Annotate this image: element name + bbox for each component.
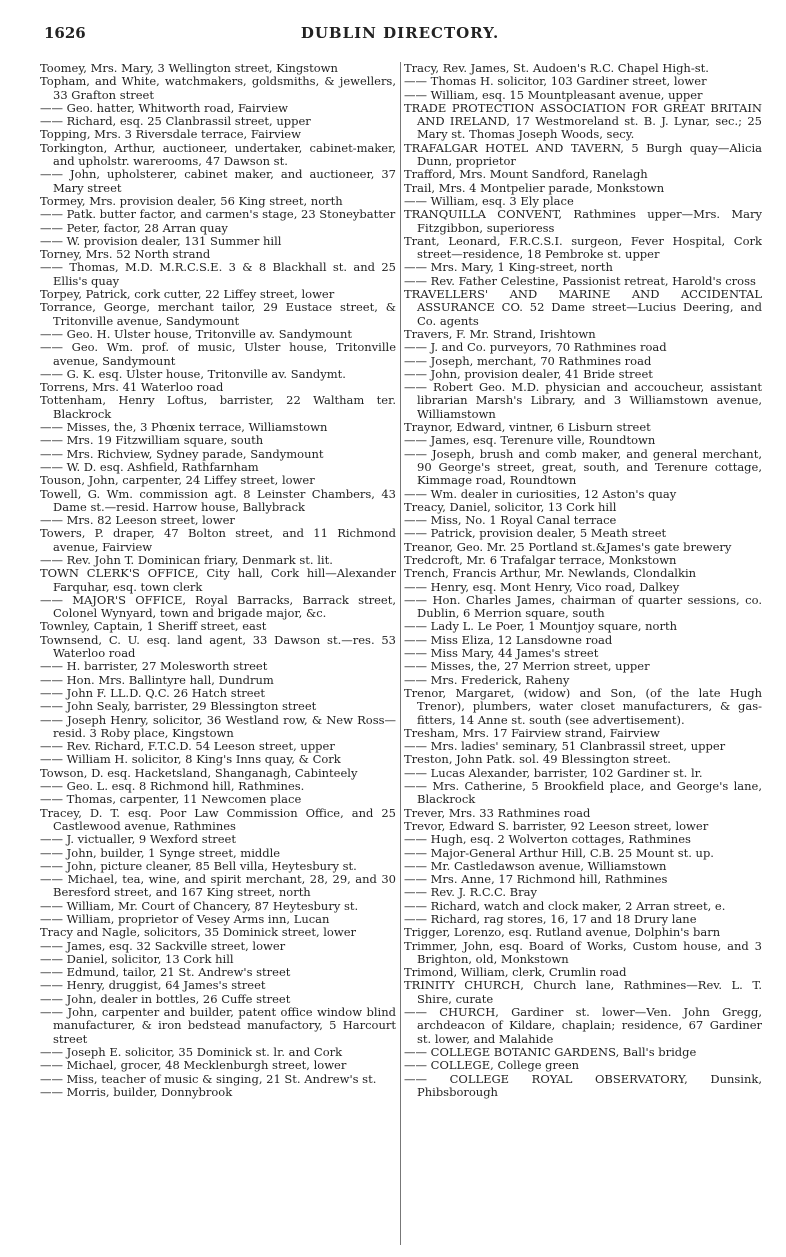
directory-entry: —— Joseph E. solicitor, 35 Dominick st. lr. and Cork — [40, 1044, 343, 1059]
directory-entry: —— G. K. esq. Ulster house, Tritonville av. Sandymt. — [40, 366, 346, 381]
directory-entry: —— William, esq. 15 Mountpleasant avenue, upper — [404, 87, 703, 102]
directory-entry: —— John, upholsterer, cabinet maker, and auctioneer, 37 Mary street — [40, 167, 396, 195]
directory-entry: Touson, John, carpenter, 24 Liffey street, lower — [40, 473, 315, 488]
directory-entry: —— J. and Co. purveyors, 70 Rathmines road — [404, 340, 667, 355]
directory-entry: —— Joseph, brush and comb maker, and general merchant, 90 George's street, great, south, and Terenure cottage, Kimmage road, Roundtown — [404, 446, 762, 488]
directory-entry: —— Mrs. 82 Leeson street, lower — [40, 513, 235, 528]
directory-entry: —— COLLEGE, College green — [404, 1058, 580, 1073]
directory-entry: —— Thomas, M.D. M.R.C.S.E. 3 & 8 Blackhall st. and 25 Ellis's quay — [40, 260, 396, 288]
page-title: DUBLIN DIRECTORY. — [300, 24, 500, 42]
directory-entry: Townley, Captain, 1 Sheriff street, east — [40, 619, 267, 634]
directory-entry: Toomey, Mrs. Mary, 3 Wellington street, Kingstown — [40, 62, 338, 75]
directory-entry: Tormey, Mrs. provision dealer, 56 King street, north — [40, 193, 343, 208]
directory-entry: —— John, dealer in bottles, 26 Cuffe street — [40, 991, 291, 1006]
directory-entry: —— COLLEGE ROYAL OBSERVATORY, Dunsink, Phibsborough — [404, 1071, 762, 1099]
directory-entry: Tottenham, Henry Loftus, barrister, 22 Waltham ter. Blackrock — [40, 393, 396, 421]
directory-entry: Topham, and White, watchmakers, goldsmiths, & jewellers, 33 Grafton street — [40, 74, 396, 102]
directory-entry: —— William, proprietor of Vesey Arms inn, Lucan — [40, 912, 330, 926]
directory-entry: Trail, Mrs. 4 Montpelier parade, Monkstown — [404, 180, 665, 195]
directory-entry: —— Mrs. Richview, Sydney parade, Sandymount — [40, 446, 324, 461]
directory-entry: —— Geo. L. esq. 8 Richmond hill, Rathmines. — [40, 779, 305, 794]
directory-entry: Tracey, D. T. esq. Poor Law Commission Office, and 25 Castlewood avenue, Rathmines — [40, 805, 396, 833]
directory-entry: TRADE PROTECTION ASSOCIATION FOR GREAT BRITAIN AND IRELAND, 17 Westmoreland st. B. J. Lynar, sec.; 25 Mary st. Thomas Joseph Woods, secy. — [404, 100, 762, 142]
directory-entry: —— Rev. J. R.C.C. Bray — [404, 885, 537, 900]
directory-entry: —— Henry, esq. Mont Henry, Vico road, Dalkey — [404, 579, 680, 594]
directory-entry: Towers, P. draper, 47 Bolton street, and 11 Richmond avenue, Fairview — [40, 526, 396, 554]
directory-entry: —— William, Mr. Court of Chancery, 87 Heytesbury st. — [40, 898, 359, 913]
directory-entry: —— Edmund, tailor, 21 St. Andrew's street — [40, 965, 291, 980]
directory-entry: Topping, Mrs. 3 Riversdale terrace, Fairview — [40, 127, 301, 142]
directory-entry: —— Mrs. 19 Fitzwilliam square, south — [40, 433, 264, 448]
directory-entry: Torkington, Arthur, auctioneer, undertaker, cabinet-maker, and upholstr. warerooms, 47 Dawson st. — [40, 140, 396, 169]
directory-entry: —— John, carpenter and builder, patent office window blind manufacturer, & iron bedstead manufactory, 5 Harcourt street — [40, 1005, 396, 1046]
directory-entry: —— Lady L. Le Poer, 1 Mountjoy square, north — [404, 619, 677, 634]
directory-entry: TRANQUILLA CONVENT, Rathmines upper—Mrs. Mary Fitzgibbon, superioress — [404, 207, 762, 235]
directory-entry: —— Misses, the, 27 Merrion street, upper — [404, 659, 650, 674]
directory-entry: —— Mrs. Frederick, Raheny — [404, 672, 570, 687]
directory-entry: —— H. barrister, 27 Molesworth street — [40, 659, 268, 674]
directory-entry: Trench, Francis Arthur, Mr. Newlands, Clondalkin — [404, 566, 697, 581]
directory-entry: —— W. D. esq. Ashfield, Rathfarnham — [40, 459, 259, 474]
directory-entry: —— Hon. Charles James, chairman of quarter sessions, co. Dublin, 6 Merrion square, south — [404, 592, 762, 621]
directory-entry: —— Rev. Father Celestine, Passionist retreat, Harold's cross — [404, 273, 756, 288]
directory-entry: Treacy, Daniel, solicitor, 13 Cork hill — [404, 499, 617, 514]
directory-entry: —— Morris, builder, Donnybrook — [40, 1084, 233, 1099]
directory-entry: —— Peter, factor, 28 Arran quay — [40, 220, 228, 235]
directory-entry: —— Joseph, merchant, 70 Rathmines road — [404, 353, 652, 368]
directory-entry: —— Geo. H. Ulster house, Tritonville av. Sandymount — [40, 326, 352, 341]
directory-entry: —— Joseph Henry, solicitor, 36 Westland row, & New Ross—resid. 3 Roby place, Kingstown — [40, 712, 396, 740]
directory-entry: —— COLLEGE BOTANIC GARDENS, Ball's bridge — [404, 1044, 697, 1059]
directory-entry: —— Mr. Castledawson avenue, Williamstown — [404, 858, 667, 873]
directory-entry: Treston, John Patk. sol. 49 Blessington street. — [404, 752, 671, 767]
directory-entry: —— Robert Geo. M.D. physician and accoucheur, assistant librarian Marsh's Library, and 3 Williamstown avenue, Williamstown — [404, 380, 762, 421]
directory-entry: TRINITY CHURCH, Church lane, Rathmines—Rev. L. T. Shire, curate — [404, 978, 762, 1006]
directory-entry: —— Mrs. Mary, 1 King-street, north — [404, 260, 613, 275]
directory-entry: —— Mrs. ladies' seminary, 51 Clanbrassil street, upper — [404, 739, 726, 754]
directory-entry: —— John, provision dealer, 41 Bride street — [404, 366, 653, 381]
directory-entry: —— Daniel, solicitor, 13 Cork hill — [40, 951, 234, 966]
directory-entry: —— John Sealy, barrister, 29 Blessington street — [40, 699, 317, 714]
directory-entry: Towell, G. Wm. commission agt. 8 Leinster Chambers, 43 Dame st.—resid. Harrow house, Ballybrack — [40, 486, 396, 514]
directory-entry: Travers, F. Mr. Strand, Irishtown — [404, 326, 596, 341]
directory-entry: Tracy and Nagle, solicitors, 35 Dominick street, lower — [40, 925, 357, 940]
directory-entry: —— John, picture cleaner, 85 Bell villa, Heytesbury st. — [40, 858, 357, 873]
page-number: 1626 — [44, 24, 86, 42]
directory-entry: Trevor, Edward S. barrister, 92 Leeson street, lower — [404, 818, 709, 833]
directory-entry: Trimond, William, clerk, Crumlin road — [404, 965, 627, 980]
right-column — [404, 62, 762, 1247]
directory-entry: —— Hugh, esq. 2 Wolverton cottages, Rathmines — [404, 832, 691, 847]
directory-entry: —— Geo. hatter, Whitworth road, Fairview — [40, 100, 289, 115]
directory-entry: Torrens, Mrs. 41 Waterloo road — [40, 380, 224, 395]
directory-entry: —— Hon. Mrs. Ballintyre hall, Dundrum — [40, 672, 274, 687]
directory-entry: Torpey, Patrick, cork cutter, 22 Liffey street, lower — [40, 287, 335, 302]
directory-entry: —— Mrs. Catherine, 5 Brookfield place, and George's lane, Blackrock — [404, 779, 762, 807]
directory-entry: —— J. victualler, 9 Wexford street — [40, 832, 236, 847]
directory-entry: —— Rev. John T. Dominican friary, Denmark st. lit. — [40, 552, 333, 567]
directory-entry: —— Patrick, provision dealer, 5 Meath street — [404, 526, 667, 541]
directory-entry: Trant, Leonard, F.R.C.S.I. surgeon, Fever Hospital, Cork street—residence, 18 Pembroke st. upper — [404, 233, 762, 262]
directory-entry: —— Richard, esq. 25 Clanbrassil street, upper — [40, 114, 311, 129]
directory-entry: Townsend, C. U. esq. land agent, 33 Dawson st.—res. 53 Waterloo road — [40, 632, 396, 661]
directory-entry: —— William H. solicitor, 8 King's Inns quay, & Cork — [40, 752, 341, 767]
directory-entry: —— Misses, the, 3 Phœnix terrace, Williamstown — [40, 420, 328, 435]
directory-entry: Tresham, Mrs. 17 Fairview strand, Fairview — [404, 725, 660, 740]
directory-entry: Trafford, Mrs. Mount Sandford, Ranelagh — [404, 167, 648, 182]
directory-entry: Treanor, Geo. Mr. 25 Portland st.&James's gate brewery — [404, 539, 732, 554]
column-divider — [400, 62, 401, 1245]
directory-entry: —— Patk. butter factor, and carmen's stage, 23 Stoneybatter — [40, 207, 396, 222]
directory-entry: —— Michael, tea, wine, and spirit merchant, 28, 29, and 30 Beresford street, and 167 King street, north — [40, 872, 396, 900]
directory-entry: Trigger, Lorenzo, esq. Rutland avenue, Dolphin's barn — [404, 925, 721, 940]
left-column — [40, 62, 396, 1247]
directory-entry: —— Geo. Wm. prof. of music, Ulster house, Tritonville avenue, Sandymount — [40, 340, 396, 368]
directory-entry: —— Major-General Arthur Hill, C.B. 25 Mount st. up. — [404, 845, 714, 860]
directory-entry: —— Thomas, carpenter, 11 Newcomen place — [40, 792, 302, 807]
directory-entry: —— Michael, grocer, 48 Mecklenburgh street, lower — [40, 1058, 347, 1073]
directory-entry: Traynor, Edward, vintner, 6 Lisburn street — [404, 420, 651, 435]
directory-entry: —— Wm. dealer in curiosities, 12 Aston's quay — [404, 486, 677, 501]
directory-entry: TOWN CLERK'S OFFICE, City hall, Cork hill—Alexander Farquhar, esq. town clerk — [40, 566, 396, 594]
directory-entry: —— Thomas H. solicitor, 103 Gardiner street, lower — [404, 74, 707, 89]
directory-entry: —— MAJOR'S OFFICE, Royal Barracks, Barrack street, Colonel Wynyard, town and brigade major, &c. — [40, 592, 396, 621]
directory-entry: Trever, Mrs. 33 Rathmines road — [404, 805, 591, 820]
directory-entry: —— John, builder, 1 Synge street, middle — [40, 845, 281, 860]
directory-entry: Torney, Mrs. 52 North strand — [40, 247, 211, 262]
directory-entry: Tredcroft, Mr. 6 Trafalgar terrace, Monkstown — [404, 552, 677, 567]
directory-entry: —— Richard, watch and clock maker, 2 Arran street, e. — [404, 898, 726, 913]
directory-entry: TRAVELLERS' AND MARINE AND ACCIDENTAL ASSURANCE CO. 52 Dame street—Lucius Deering, and Co. agents — [404, 287, 762, 328]
directory-entry: —— Miss Mary, 44 James's street — [404, 646, 599, 661]
directory-entry: —— William, esq. 3 Ely place — [404, 193, 574, 208]
directory-entry: Towson, D. esq. Hacketsland, Shanganagh, Cabinteely — [40, 765, 358, 780]
directory-entry: Torrance, George, merchant tailor, 29 Eustace street, & Tritonville avenue, Sandymount — [40, 300, 396, 328]
directory-entry: —— Henry, druggist, 64 James's street — [40, 978, 266, 993]
directory-entry: —— Miss, No. 1 Royal Canal terrace — [404, 513, 617, 528]
directory-entry: —— Miss Eliza, 12 Lansdowne road — [404, 632, 613, 647]
directory-entry: —— CHURCH, Gardiner st. lower—Ven. John Gregg, archdeacon of Kildare, chaplain; residence, 67 Gardiner st. lower, and Malahide — [404, 1005, 762, 1046]
directory-entry: Tracy, Rev. James, St. Audoen's R.C. Chapel High-st. — [404, 62, 709, 75]
directory-entry: —— James, esq. 32 Sackville street, lower — [40, 938, 286, 953]
page-header — [44, 24, 756, 46]
directory-entry: —— John F. LL.D. Q.C. 26 Hatch street — [40, 685, 265, 700]
directory-entry: —— Richard, rag stores, 16, 17 and 18 Drury lane — [404, 912, 697, 926]
directory-entry: Trimmer, John, esq. Board of Works, Custom house, and 3 Brighton, old, Monkstown — [404, 938, 762, 966]
directory-entry: —— W. provision dealer, 131 Summer hill — [40, 233, 282, 248]
directory-entry: —— Lucas Alexander, barrister, 102 Gardiner st. lr. — [404, 765, 703, 780]
directory-entry: —— Miss, teacher of music & singing, 21 St. Andrew's st. — [40, 1071, 377, 1086]
directory-entry: —— James, esq. Terenure ville, Roundtown — [404, 433, 656, 448]
directory-entry: —— Rev. Richard, F.T.C.D. 54 Leeson street, upper — [40, 739, 335, 754]
directory-entry: TRAFALGAR HOTEL AND TAVERN, 5 Burgh quay—Alicia Dunn, proprietor — [404, 140, 762, 169]
directory-entry: —— Mrs. Anne, 17 Richmond hill, Rathmines — [404, 872, 668, 887]
directory-entry: Trenor, Margaret, (widow) and Son, (of the late Hugh Trenor), plumbers, water closet manufacturers, & gas-fitters, 14 Anne st. south (see advertisement). — [404, 685, 762, 727]
